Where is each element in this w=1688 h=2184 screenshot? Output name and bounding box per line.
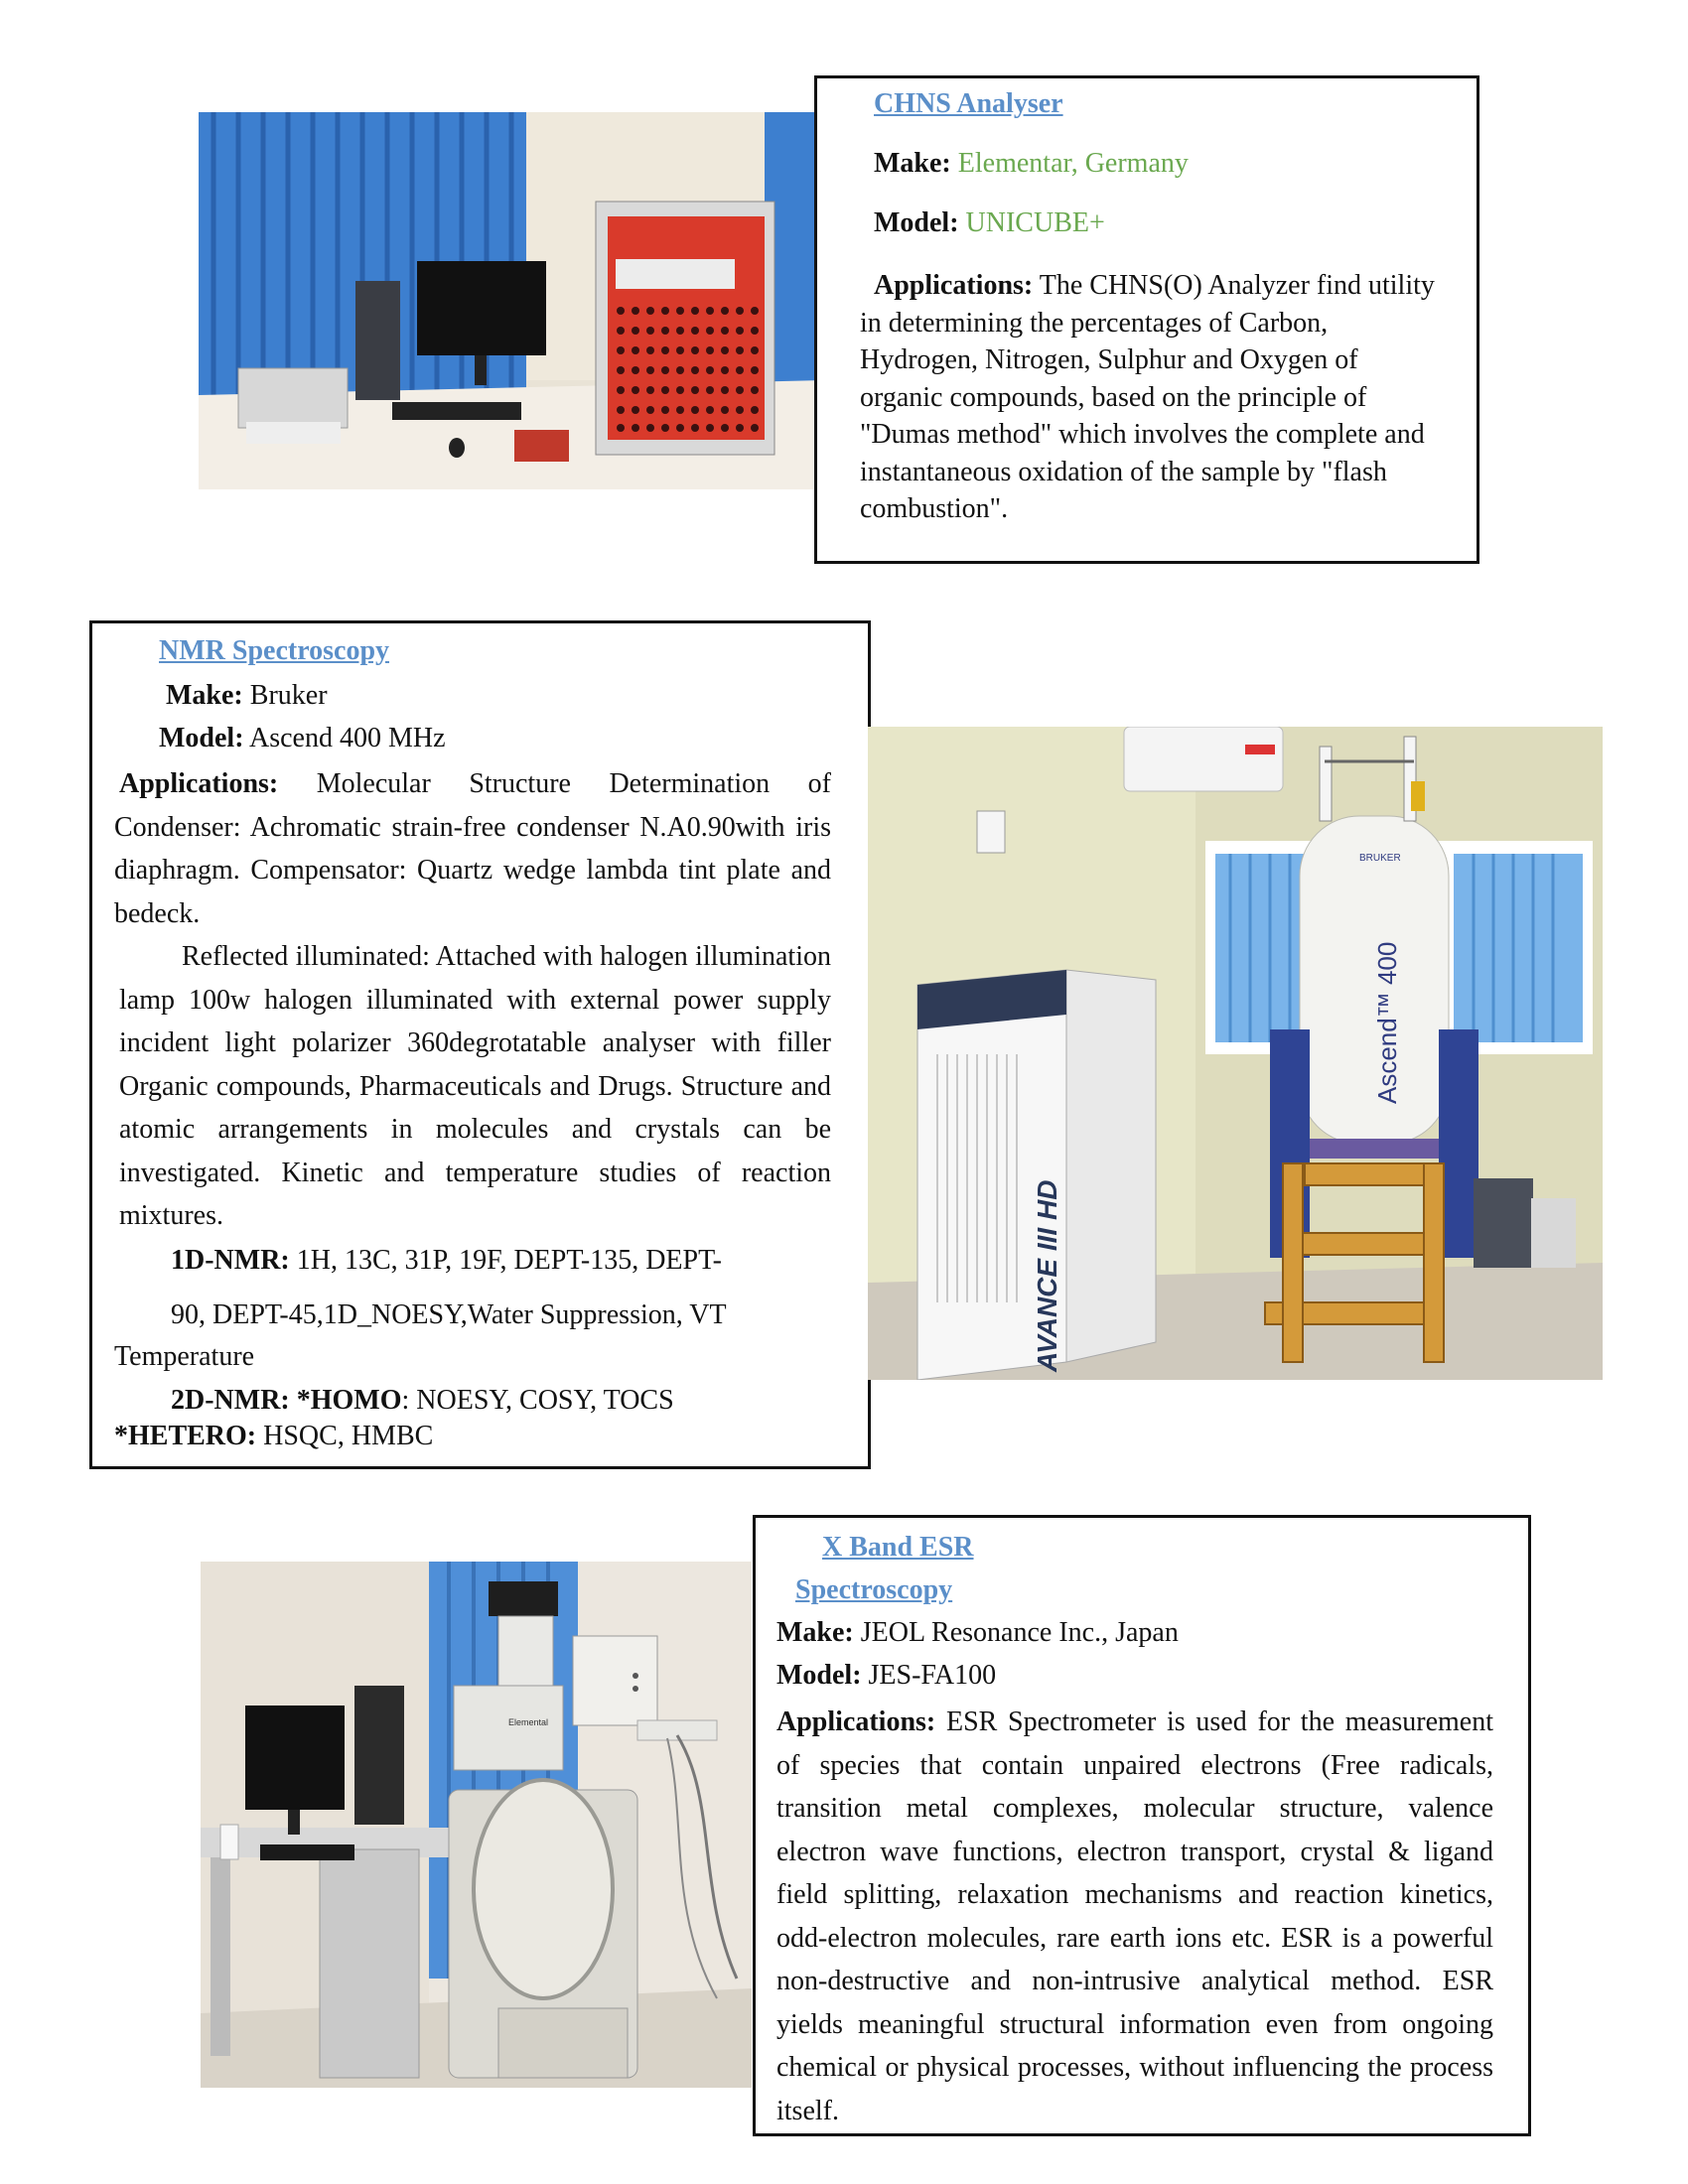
nmr-spectrometer-photo xyxy=(868,727,1603,1380)
bruker-label: BRUKER xyxy=(1359,853,1401,864)
chns-model-label: Model: xyxy=(874,207,959,238)
esr-make-value: JEOL Resonance Inc., Japan xyxy=(853,1617,1179,1648)
chns-heading[interactable]: CHNS Analyser xyxy=(874,88,1063,119)
nmr-card xyxy=(89,620,871,1469)
chns-analyser-photo xyxy=(199,112,824,489)
nmr-2d-label: 2D-NMR: *HOMO xyxy=(171,1385,402,1416)
esr-model-label: Model: xyxy=(776,1660,862,1691)
nmr-1d-line xyxy=(171,1241,722,1281)
nmr-1d-value: 1H, 13C, 31P, 19F, DEPT-135, DEPT- xyxy=(289,1245,722,1276)
nmr-paragraph-2: Reflected illuminated: Attached with halogen illumination lamp 100w halogen illuminated with external power supply incident light polarizer 360degrotatable analyser with filler Organic compounds, Pharmaceuticals and Drugs. Structure and atomic arrangements in molecules and crystals can be investigated. Kinetic and temperature studies of reaction mixtures. xyxy=(119,941,831,1231)
nmr-hetero-value: HSQC, HMBC xyxy=(256,1421,434,1451)
nmr-2d-value: : NOESY, COSY, TOCS xyxy=(401,1385,674,1416)
esr-card xyxy=(753,1515,1531,2136)
nmr-magnet-label: Ascend™ 400 xyxy=(1372,941,1402,1104)
chns-analyser-card xyxy=(814,75,1479,564)
chns-model-value: UNICUBE+ xyxy=(965,207,1105,238)
nmr-hetero-line xyxy=(114,1417,433,1456)
esr-model-line xyxy=(776,1659,996,1693)
nmr-model-label: Model: xyxy=(159,723,244,753)
nmr-applications-text: Molecular Structure Determination of Condenser: Achromatic strain-free condenser N.A0.90with iris diaphragm. Compensator: Quartz wedge lambda tint plate and bedeck. xyxy=(114,768,831,929)
nmr-make-label: Make: xyxy=(166,680,243,711)
esr-heading-line1[interactable]: X Band ESR xyxy=(822,1532,974,1563)
nmr-model-line xyxy=(159,722,446,755)
nmr-console-label: AVANCE III HD xyxy=(1032,1179,1062,1372)
nmr-heading[interactable]: NMR Spectroscopy xyxy=(159,635,390,666)
nmr-applications-label: Applications: xyxy=(119,768,279,799)
esr-applications-label: Applications: xyxy=(776,1706,936,1737)
chns-model-line xyxy=(874,206,1105,240)
esr-make-line xyxy=(776,1616,1179,1650)
nmr-applications xyxy=(114,762,831,935)
nmr-1d-label: 1D-NMR: xyxy=(171,1245,290,1276)
esr-heading-line2[interactable]: Spectroscopy xyxy=(795,1574,953,1605)
nmr-hetero-label: *HETERO: xyxy=(114,1421,257,1451)
nmr-model-value: Ascend 400 MHz xyxy=(243,723,446,753)
esr-brand-label: Elemental xyxy=(508,1717,549,1727)
chns-make-value: Elementar, Germany xyxy=(957,148,1189,179)
esr-spectrometer-photo xyxy=(201,1562,752,2088)
chns-applications-label: Applications: xyxy=(874,270,1034,301)
nmr-2d-line xyxy=(171,1381,674,1421)
chns-make-label: Make: xyxy=(874,148,951,179)
nmr-make-value: Bruker xyxy=(242,680,328,711)
esr-make-label: Make: xyxy=(776,1617,854,1648)
nmr-1d-temperature: Temperature xyxy=(114,1341,255,1372)
esr-applications-text: ESR Spectrometer is used for the measurement of species that contain unpaired electrons (Free radicals, transition metal complexes, molecular structure, valence electron wave functions, electron transport, crystal & ligand field splitting, relaxation mechanisms and reaction kinetics, odd-electron molecules, rare earth ions etc. ESR is a powerful non-destructive and non-intrusive analytical method. ESR yields meaningful structural information even from ongoing chemical or physical processes, without influencing the process itself. xyxy=(776,1706,1493,2126)
nmr-1d-continued: 90, DEPT-45,1D_NOESY,Water Suppression, VT xyxy=(171,1299,727,1330)
nmr-make-line xyxy=(166,679,328,713)
esr-applications xyxy=(776,1701,1493,2132)
esr-model-value: JES-FA100 xyxy=(861,1660,997,1691)
chns-applications-text: The CHNS(O) Analyzer find utility in determining the percentages of Carbon, Hydrogen, Nitrogen, Sulphur and Oxygen of organic compounds, based on the principle of "Dumas method" which involves the complete and instantaneous oxidation of the sample by "flash combustion". xyxy=(860,270,1435,524)
chns-make-line xyxy=(874,147,1189,181)
chns-applications xyxy=(860,267,1436,528)
